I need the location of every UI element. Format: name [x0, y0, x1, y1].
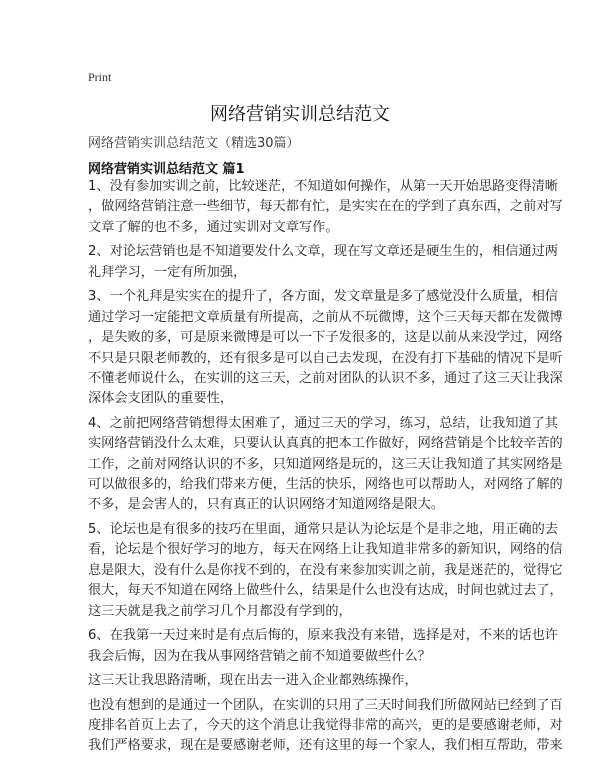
paragraph: [88, 287, 563, 409]
print-link[interactable]: Print: [88, 70, 112, 84]
paragraph-line: 5、论坛也是有很多的技巧在里面，通常只是认为论坛是个是非之地，用正确的去: [88, 522, 558, 537]
paragraph-line: 度排名首页上去了，今天的这个消息让我觉得非常的高兴，更的是要感谢老师，对: [88, 718, 563, 734]
paragraph-line: 我会后悔，因为在我从事网络营销之前不知道要做些什么？: [88, 648, 431, 664]
paragraph: [88, 671, 528, 691]
paragraph-line: 这三天就是我之前学习几个月都没有学到的，: [88, 603, 352, 619]
paragraph-line: 这三天让我思路清晰，现在出去一进入企业都熟练操作，: [88, 673, 418, 689]
paragraph-line: 也没有想到的是通过一个团队，在实训的只用了三天时间我们所做网站已经到了百: [88, 697, 563, 713]
paragraph-line: ，做网络营销注意一些细节，每天都有忙，是实实在在的学到了真东西，之前对写: [88, 199, 563, 215]
paragraph-line: 我们严格要求，现在是要感谢老师，还有这里的每一个家人，我们相互帮助，带来: [88, 738, 563, 754]
paragraph-line: 2、对论坛营销也是不知道要发什么文章，现在写文章还是硬生生的，相信通过两: [88, 244, 558, 260]
paragraph-line: 文章了解的也不多，通过实训对文章写作。: [88, 219, 339, 235]
document-subtitle: 网络营销实训总结范文（精选30篇）: [88, 136, 300, 151]
document-body: [88, 177, 563, 761]
paragraph-line: 实网络营销没什么太难，只要认认真真的把本工作做好，网络营销是个比较辛苦的: [88, 436, 563, 452]
paragraph: [88, 177, 563, 238]
paragraph-line: 可以做很多的，给我们带来方便，生活的快乐，网络也可以帮助人，对网络了解的: [88, 477, 563, 493]
paragraph-line: 很大，每天不知道在网络上做些什么，结果是什么也没有达成，时间也就过去了，: [88, 583, 563, 599]
paragraph-line: 4、之前把网络营销想得太困难了，通过三天的学习，练习，总结，让我知道了其: [88, 415, 558, 431]
document-title: 网络营销实训总结范文: [210, 104, 390, 125]
paragraph-line: 工作，之前对网络认识的不多，只知道网络是玩的，这三天让我知道了其实网络是: [88, 456, 563, 472]
paragraph-line: 3、一个礼拜是实实在的提升了，各方面，发文章量是多了感觉没什么质量，相信: [88, 289, 558, 305]
paragraph: [88, 520, 563, 622]
paragraph: [88, 696, 563, 757]
paragraph-line: 深体会支团队的重要性，: [88, 391, 234, 407]
paragraph: [88, 626, 558, 667]
paragraph-line: 不懂老师说什么，在实训的这三天，之前对团队的认识不多，通过了这三天让我深: [88, 370, 563, 386]
paragraph-line: ，是失败的多，可是原来微博是可以一下子发很多的，这是以前从来没学过，网络: [88, 330, 563, 346]
section-heading: 网络营销实训总结范文 篇1: [88, 162, 245, 177]
paragraph: [88, 414, 563, 516]
paragraph-line: 不多，是会害人的，只有真正的认识网络才知道网络是限大。: [88, 497, 445, 513]
paragraph-line: 息是限大，没有什么是你找不到的，在没有来参加实训之前，我是迷茫的，觉得它: [88, 562, 563, 578]
paragraph-line: 通过学习一定能把文章质量有所提高，之前从不玩微博，这个三天每天都在发微博: [88, 309, 563, 325]
paragraph-line: 看，论坛是个很好学习的地方，每天在网络上让我知道非常多的新知识，网络的信: [88, 542, 563, 558]
paragraph: [88, 242, 558, 283]
paragraph-line: 6、在我第一天过来时是有点后悔的，原来我没有来错，选择是对，不来的话也许: [88, 628, 558, 644]
paragraph-line: 不只是只限老师教的，还有很多是可以自己去发现，在没有打下基础的情况下是听: [88, 350, 563, 366]
paragraph-line: 1、没有参加实训之前，比较迷茫，不知道如何操作，从第一天开始思路变得清晰: [88, 179, 558, 194]
paragraph-line: 礼拜学习，一定有所加强，: [88, 264, 247, 280]
